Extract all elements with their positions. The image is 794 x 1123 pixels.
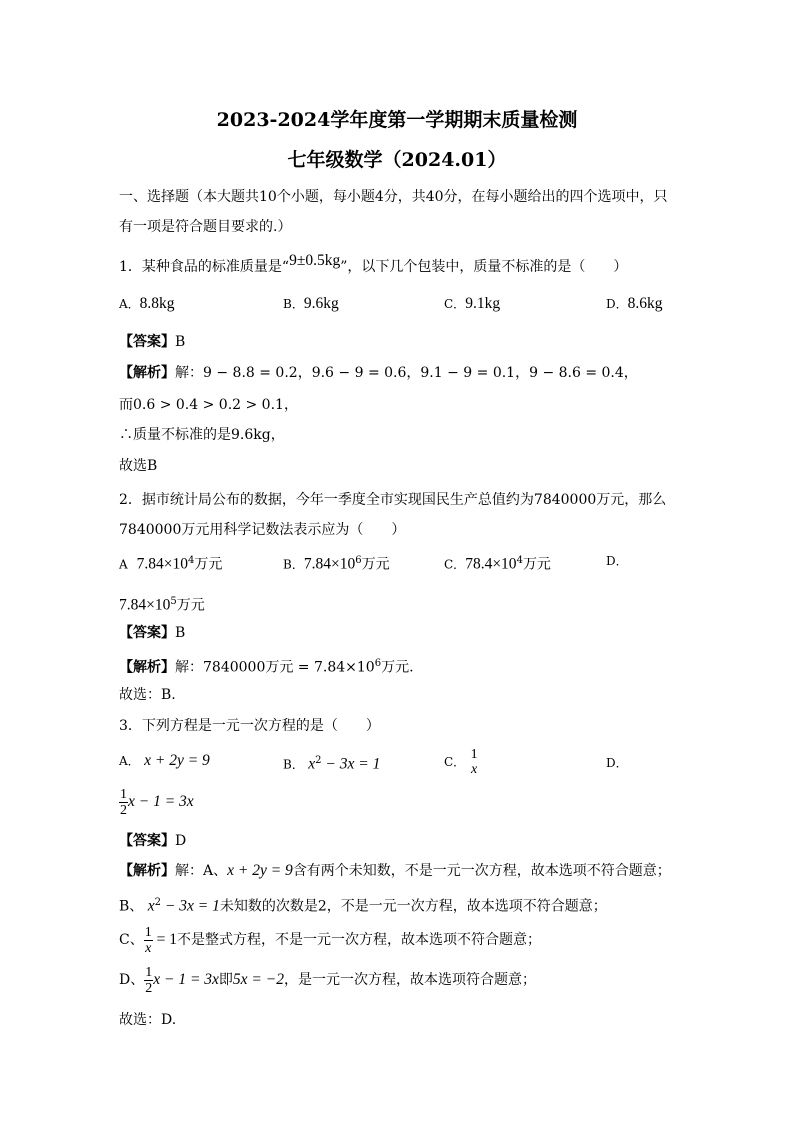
section-heading-line2: 有一项是符合题目要求的.）	[119, 219, 292, 235]
option-post: − 3x = 1	[321, 755, 381, 773]
q1-stem-post: ”，以下几个包装中，质量不标准的是（ ）	[340, 259, 628, 275]
option-exponent: 4	[516, 555, 523, 566]
analysis-exponent: 6	[374, 658, 382, 669]
analysis-post: 不是整式方程，不是一元一次方程，故本选项不符合题意；	[176, 932, 541, 948]
option-base: 7.84×10	[119, 596, 171, 614]
answer-tag: 【答案】	[119, 334, 175, 350]
q2-option-d	[119, 593, 205, 615]
analysis-pre: B、	[119, 898, 144, 915]
analysis-math2: 5x = −2	[232, 971, 284, 988]
q2-option-b	[283, 552, 390, 574]
section-heading-line1: 一、选择题（本大题共10个小题，每小题4分，共40分，在每小题给出的四个选项中，只	[119, 189, 668, 205]
option-label: A．	[119, 754, 140, 768]
option-unit: 万元	[176, 597, 205, 614]
analysis-fraction	[144, 925, 153, 956]
answer-tag: 【答案】	[119, 625, 175, 641]
analysis-mid: 即	[218, 972, 233, 988]
q3-analysis-c	[119, 920, 541, 960]
option-base: x	[308, 755, 316, 773]
option-exponent: 5	[170, 596, 177, 607]
answer-value: B	[175, 334, 186, 350]
fraction-numerator: 1	[145, 964, 153, 980]
q1-option-c	[444, 295, 500, 313]
q3-option-d	[119, 782, 194, 822]
q3-option-c	[444, 742, 479, 782]
q3-analysis-d	[119, 960, 536, 1000]
analysis-pre: C、	[119, 932, 144, 948]
option-value: 8.8kg	[139, 295, 175, 312]
q1-analysis-line2: 而0.6 > 0.4 > 0.2 > 0.1，	[119, 397, 298, 413]
option-post: x − 1 = 3x	[128, 793, 194, 810]
analysis-exponent: 2	[154, 897, 162, 908]
option-label: D．	[606, 297, 628, 311]
q1-analysis-line1	[119, 364, 638, 382]
q1-stem-pre: 1．某种食品的标准质量是“	[119, 259, 290, 275]
option-exponent: 2	[315, 755, 322, 766]
option-label: B．	[283, 297, 304, 311]
analysis-tag: 【解析】	[119, 365, 175, 381]
analysis-post: 万元.	[381, 659, 414, 676]
q3-option-a	[119, 752, 210, 770]
q2-stem-line2: 7840000万元用科学记数法表示应为（ ）	[119, 522, 406, 538]
option-label: D．	[606, 756, 628, 770]
q1-option-d	[606, 295, 663, 313]
q3-stem: 3．下列方程是一元一次方程的是（ ）	[119, 718, 380, 734]
answer-tag: 【答案】	[119, 833, 175, 849]
analysis-tag: 【解析】	[119, 659, 175, 676]
analysis-text: 解：7840000万元 = 7.84×10	[175, 659, 375, 676]
q3-option-b	[283, 752, 380, 774]
option-label: A．	[119, 297, 140, 311]
fraction-denominator: 2	[145, 980, 153, 996]
analysis-math-post: = 1	[152, 931, 177, 948]
analysis-math-post: − 3x = 1	[161, 897, 220, 915]
option-value: 9.1kg	[465, 295, 501, 312]
option-base: 7.84×10	[136, 555, 188, 573]
q2-stem-line1: 2．据市统计局公布的数据，今年一季度全市实现国民生产总值约为7840000万元，那么	[119, 492, 667, 508]
analysis-math: x + 2y = 9	[227, 862, 293, 879]
q2-analysis	[119, 655, 414, 677]
option-unit: 万元	[194, 556, 223, 573]
q1-option-a	[119, 295, 175, 313]
option-value: x + 2y = 9	[144, 752, 210, 769]
analysis-math-post: x − 1 = 3x	[153, 971, 219, 988]
q3-answer	[119, 832, 186, 850]
fraction-denominator: x	[145, 940, 152, 956]
answer-value: D	[175, 833, 187, 849]
analysis-pre: 解：A、	[175, 863, 228, 879]
option-label: D．	[606, 554, 628, 568]
option-unit: 万元	[522, 556, 551, 573]
option-base: 78.4×10	[465, 555, 517, 573]
q3-analysis-a	[119, 862, 671, 880]
q2-answer	[119, 624, 185, 642]
analysis-pre: D、	[119, 972, 145, 988]
option-fraction	[470, 747, 479, 777]
q2-option-c	[444, 552, 551, 574]
q1-conclusion: 故选B	[119, 458, 158, 474]
option-exponent: 4	[187, 555, 195, 566]
q1-stem	[119, 252, 628, 276]
option-label: A	[119, 557, 128, 572]
q1-answer	[119, 333, 185, 351]
analysis-post: 含有两个未知数，不是一元一次方程，故本选项不符合题意；	[292, 863, 671, 879]
q2-option-d-label	[606, 552, 628, 570]
option-exponent: 6	[355, 555, 362, 566]
q3-option-d-label	[606, 754, 628, 772]
analysis-math: x	[147, 897, 155, 915]
q2-conclusion: 故选：B.	[119, 687, 176, 703]
fraction-denominator: 2	[120, 802, 127, 818]
q3-conclusion: 故选：D.	[119, 1012, 177, 1028]
analysis-text: 解：9 − 8.8 = 0.2，9.6 − 9 = 0.6，9.1 − 9 = 0.1，9 − 8.6 = 0.4，	[175, 365, 638, 381]
analysis-tag: 【解析】	[119, 863, 175, 879]
option-base: 7.84×10	[303, 555, 356, 573]
fraction-denominator: x	[471, 762, 478, 777]
fraction-numerator: 1	[470, 747, 478, 762]
option-value: 8.6kg	[627, 295, 663, 312]
q1-option-b	[283, 295, 339, 313]
option-label: B．	[283, 757, 304, 772]
q2-option-a	[119, 552, 222, 574]
exam-title: 2023-2024学年度第一学期期末质量检测	[216, 109, 578, 131]
option-label: C．	[444, 557, 466, 572]
exam-subtitle: 七年级数学（2024.01）	[287, 149, 507, 171]
analysis-post: 未知数的次数是2，不是一元一次方程，故本选项不符合题意；	[219, 898, 607, 915]
q1-analysis-line3: ∴质量不标准的是9.6kg，	[119, 427, 285, 443]
analysis-post: ，是一元一次方程，故本选项符合题意；	[283, 972, 536, 988]
analysis-fraction	[144, 965, 153, 996]
option-fraction	[119, 787, 128, 818]
q3-analysis-b	[119, 894, 607, 916]
option-label: C．	[444, 297, 466, 311]
option-value: 9.6kg	[303, 295, 339, 312]
fraction-numerator: 1	[120, 786, 127, 802]
q1-stem-math: 9±0.5kg	[289, 252, 341, 269]
option-label: B．	[283, 557, 304, 572]
option-unit: 万元	[361, 556, 390, 573]
option-label: C．	[444, 755, 466, 769]
answer-value: B	[175, 625, 186, 641]
fraction-numerator: 1	[144, 924, 152, 940]
